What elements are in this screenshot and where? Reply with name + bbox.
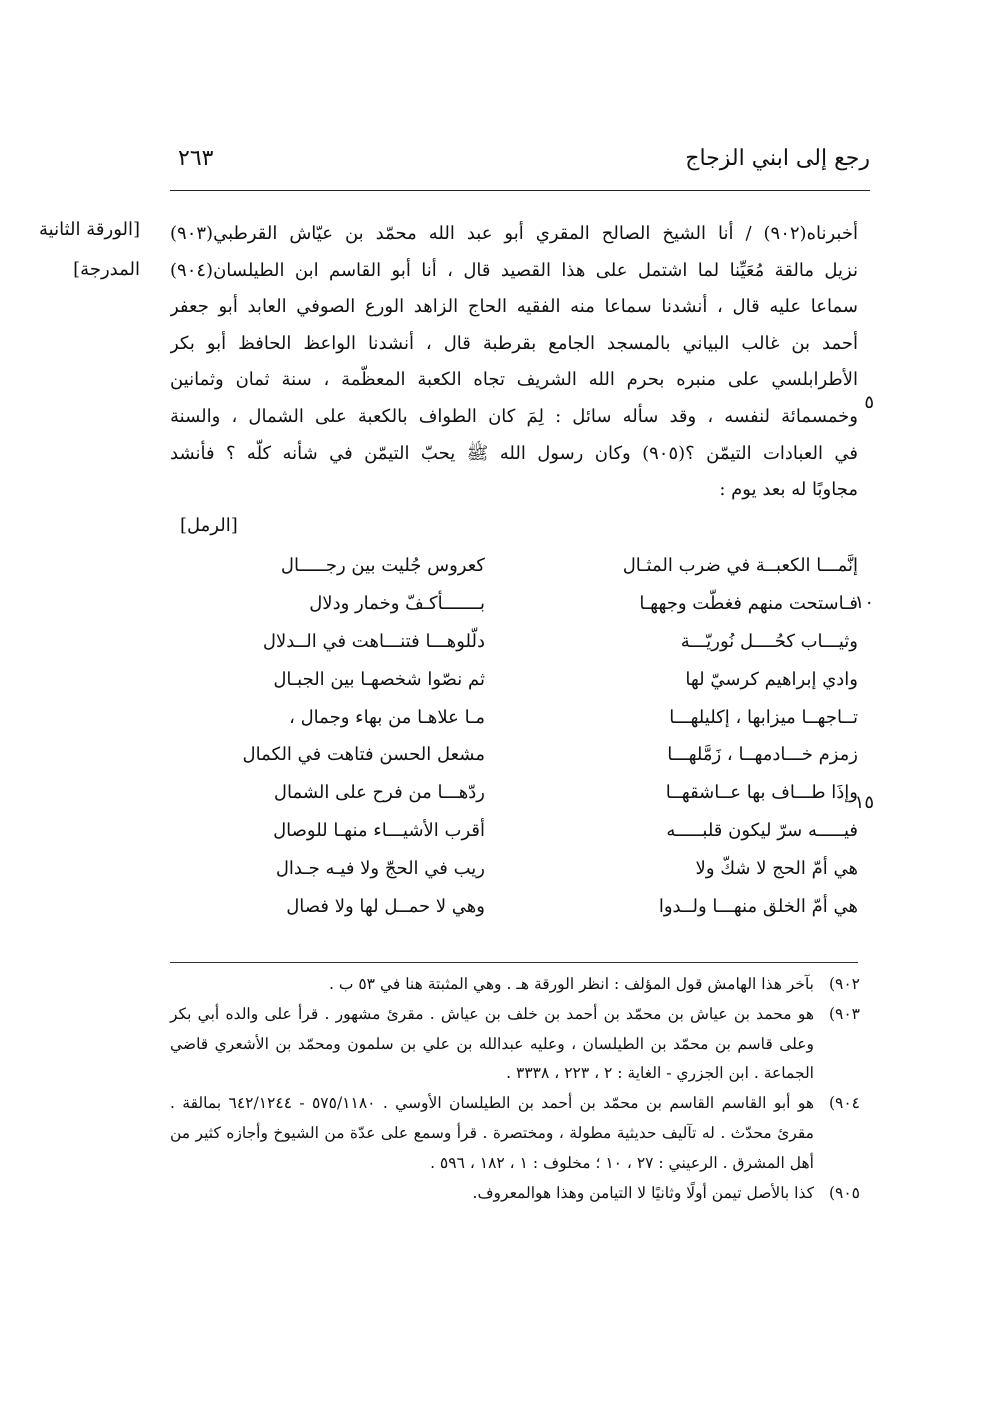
- prose-line: سماعا عليه قال ، أنشدنا سماعا منه الفقيه الحاج الزاهد الورع الصوفي العابد أبو جعفر: [170, 296, 858, 318]
- verse-first-hemistich: إنَّمـــا الكعبــة في ضرب المثـال: [622, 555, 858, 576]
- footnote-rule: [170, 962, 858, 963]
- margin-note: [20, 210, 140, 290]
- verse-first-hemistich: وإذَا طـــاف بها عــاشقهــا: [665, 782, 858, 804]
- footnote-text: بآخر هذا الهامش قول المؤلف : انظر الورقة هـ . وهي المثبتة هنا في ٥٣ ب .: [328, 975, 814, 993]
- page-number: ٢٦٣: [178, 146, 214, 171]
- footnote-number: ٩٠٢): [828, 975, 860, 993]
- verse-row: [170, 624, 858, 662]
- verse-second-hemistich: كعروس جُليت بين رجـــــال: [280, 555, 485, 576]
- verse-first-hemistich: هي أمّ الخلق منهـــا ولــدوا: [658, 896, 858, 918]
- footnote-text: كذا بالأصل تيمن أولًا وثانيًا لا التيامن وهذا هوالمعروف.: [472, 1183, 814, 1202]
- footnote: [170, 1179, 860, 1209]
- poem-meter: [الرمل]: [180, 515, 238, 536]
- verse-row: [170, 548, 858, 586]
- verse-row: [170, 775, 858, 813]
- footnotes: [170, 970, 860, 1208]
- verse-second-hemistich: بـــــــأكـفّ وخمار ودلال: [309, 592, 485, 614]
- prose-line: أحمد بن غالب البياني بالمسجد الجامع بقرطبة قال ، أنشدنا الواعظ الحافظ أبو بكر: [170, 332, 858, 354]
- prose-line: مجاوبًا له بعد يوم :: [719, 479, 858, 501]
- prose-line: الأطرابلسي على منبره بحرم الله الشريف تجاه الكعبة المعظّمة ، سنة ثمان وثمانين: [170, 369, 858, 391]
- verse-second-hemistich: دلّلوهـــا فتنـــاهت في الــدلال: [262, 630, 485, 652]
- prose-line: في العبادات التيمّن ؟(٩٠٥) وكان رسول الله ﷺ يحبّ التيمّن في شأنه كلّه ؟ فأنشد: [170, 442, 858, 464]
- prose-text: [170, 216, 858, 509]
- footnote-text: هو محمد بن عياش بن محمّد بن أحمد بن خلف بن عياش . مقرئ مشهور . قرأ على والده أبي بكر وعلى قاسم بن محمّد بن الطيلسان ، وعليه عبدالله بن علي بن سلمون ومحمّد بن الأشعري قاضي الجماعة . ابن الجزري - الغاية : ٢ ، ٢٢٣ ، ٣٣٣٨ .: [170, 1004, 814, 1083]
- footnote-number: ٩٠٣): [828, 1004, 860, 1023]
- header-rule: [170, 190, 870, 191]
- line-number: ٥: [864, 392, 874, 413]
- footnote: [170, 970, 860, 1000]
- footnote-text: هو أبو القاسم القاسم بن محمّد بن أحمد بن الطيلسان الأوسي . ٥٧٥/١١٨٠ - ٦٤٢/١٢٤٤ بمالقة . مقرئ محدّث . له تآليف حديثية مطولة ، ومختصرة . قرأ وسمع على عدّة من الشيوخ وأجازه كثير من أهل المشرق . الرعيني : ٢٧ ، ١٠ ؛ مخلوف : ١ ، ١٨٢ ، ٥٩٦ .: [170, 1094, 815, 1172]
- verse-first-hemistich: تــاجهــا ميزابها ، إكليلهـــا: [669, 706, 858, 728]
- verse-second-hemistich: وهي لا حمــل لها ولا فصال: [286, 896, 485, 918]
- verse-second-hemistich: مـا علاهـا من بهاء وجمال ،: [289, 706, 485, 728]
- verse-row: [170, 586, 858, 624]
- margin-note-line: [الورقة الثانية: [39, 219, 140, 240]
- footnote: [170, 1089, 860, 1178]
- line-number: ١٥: [854, 792, 874, 813]
- verse-first-hemistich: وادي إبراهيم كرسيّ لها: [685, 668, 858, 690]
- verse-row: [170, 737, 858, 775]
- footnote: [170, 1000, 860, 1089]
- verse-first-hemistich: فـاستحت منهم فغطّت وجههـا: [639, 592, 858, 614]
- verse-first-hemistich: هي أمّ الحج لا شكّ ولا: [695, 858, 858, 880]
- running-title: رجع إلى ابني الزجاج: [685, 146, 870, 171]
- prose-line: وخمسمائة لنفسه ، وقد سأله سائل : لِمَ كان الطواف بالكعبة على الشمال ، والسنة: [170, 405, 858, 427]
- line-number: ١٠: [854, 592, 874, 613]
- page-header: [170, 146, 870, 186]
- verse-second-hemistich: أقرب الأشيـــاء منهـا للوصال: [273, 820, 485, 842]
- verse-row: [170, 813, 858, 851]
- verse-first-hemistich: زمزم خـــادمهــا ، زَمَّلهـــا: [667, 744, 858, 766]
- verse-first-hemistich: فيـــــه سرّ ليكون قلبـــــه: [666, 820, 858, 842]
- poem: [170, 548, 858, 927]
- verse-row: [170, 700, 858, 738]
- verse-second-hemistich: مشعل الحسن فتاهت في الكمال: [242, 744, 485, 766]
- verse-row: [170, 851, 858, 889]
- prose-line: أخبرناه(٩٠٢) / أنا الشيخ الصالح المقري أبو عبد الله محمّد بن عيّاش القرطبي(٩٠٣): [170, 223, 858, 244]
- margin-note-line: المدرجة]: [73, 259, 140, 280]
- verse-row: [170, 889, 858, 927]
- verse-second-hemistich: ردّهـــا من فرح على الشمال: [273, 782, 485, 804]
- verse-row: [170, 662, 858, 700]
- verse-first-hemistich: وثيـــاب كحُــــل نُوريّـــة: [680, 630, 858, 652]
- verse-second-hemistich: ثم نصّوا شخصهـا بين الجبـال: [273, 668, 485, 690]
- prose-line: نزيل مالقة مُعَيِّنا لما اشتمل على هذا القصيد قال ، أنا أبو القاسم ابن الطيلسان(٩٠٤): [170, 259, 858, 281]
- footnote-number: ٩٠٤): [828, 1094, 860, 1113]
- footnote-number: ٩٠٥): [828, 1183, 860, 1202]
- verse-second-hemistich: ريب في الحجّ ولا فيـه جـدال: [275, 858, 485, 880]
